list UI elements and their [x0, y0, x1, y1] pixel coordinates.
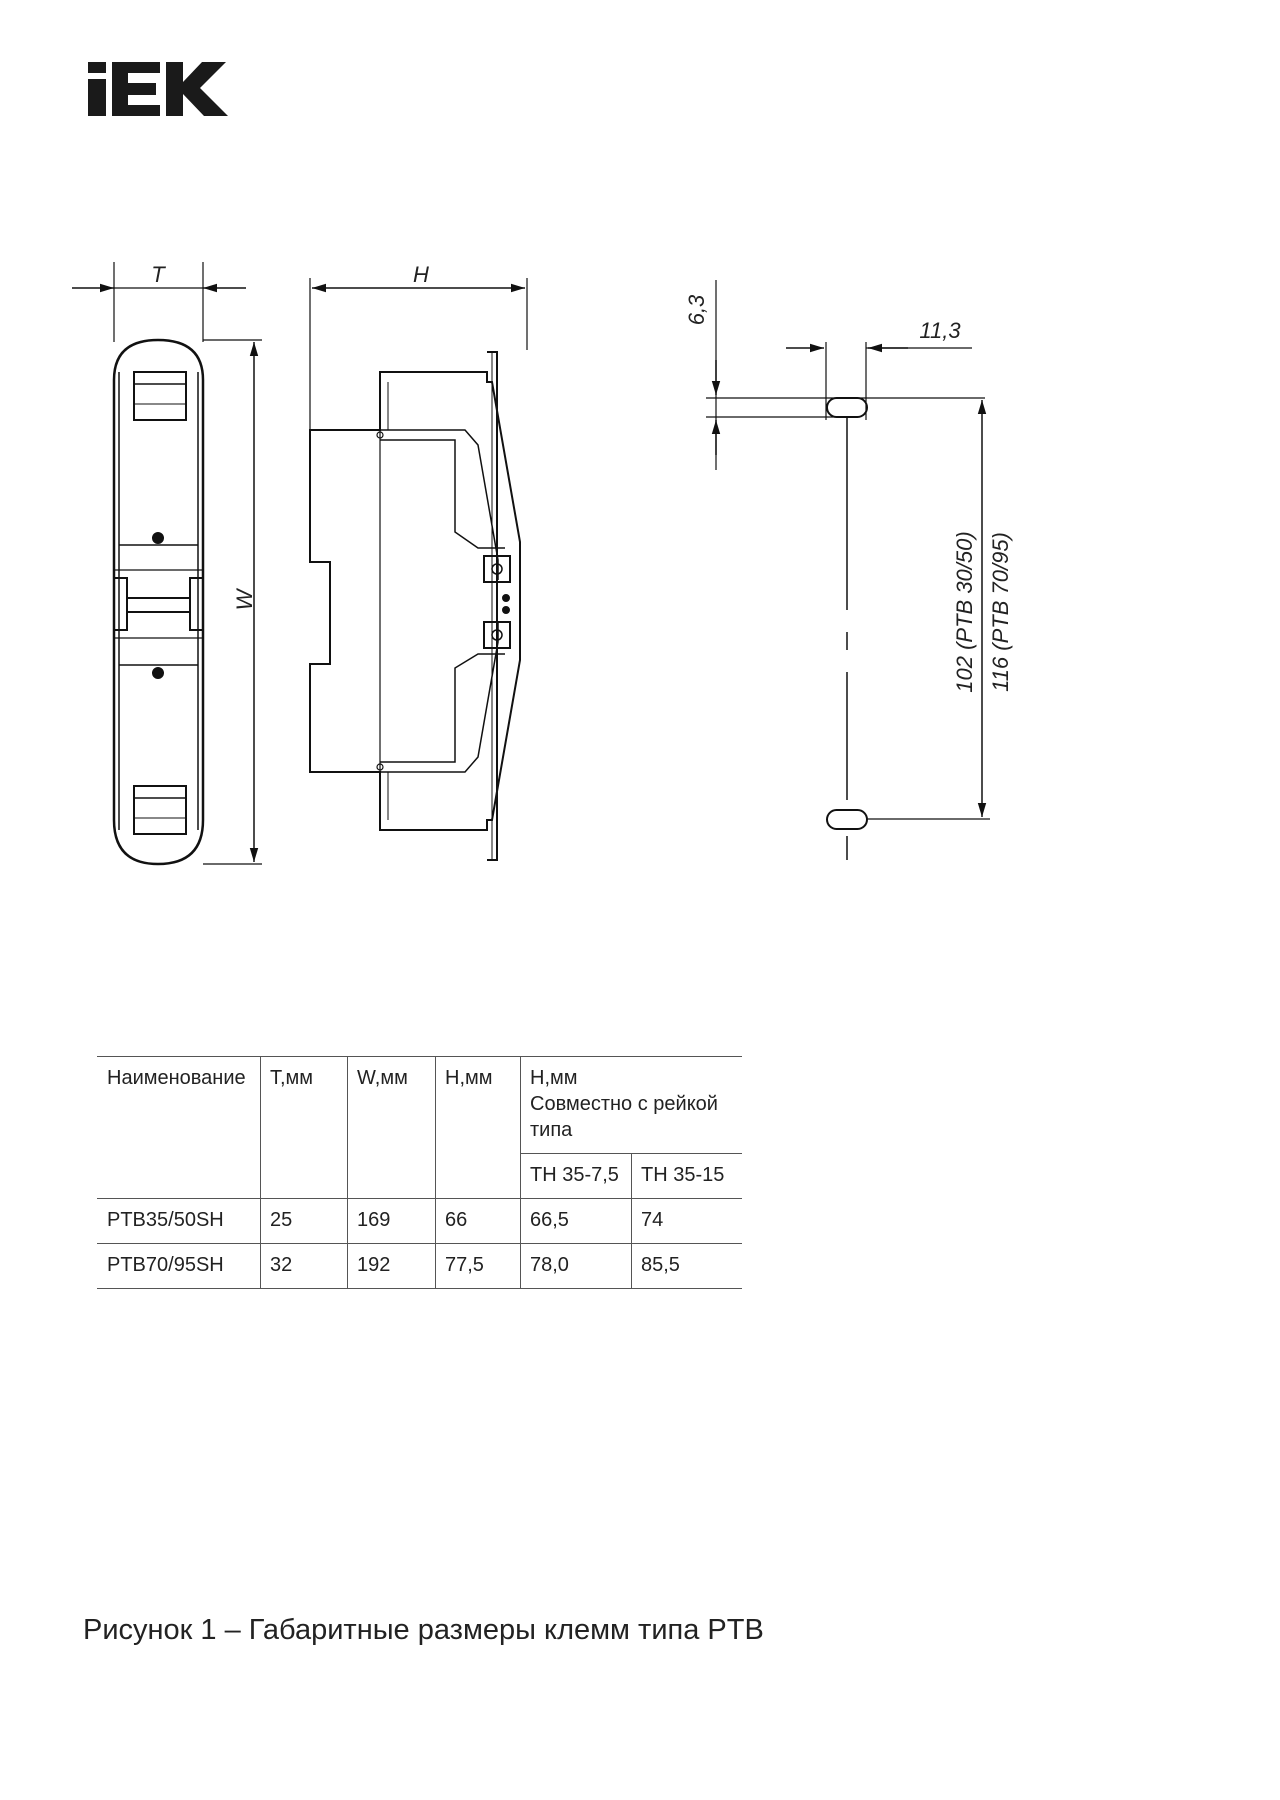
table-row [97, 1199, 742, 1244]
cell-rail-a: 66,5 [521, 1199, 632, 1244]
header-rail-b: TH 35-15 [632, 1154, 743, 1199]
header-h: H,мм [436, 1057, 521, 1199]
dim-label-hole-width: 11,3 [919, 318, 961, 343]
cell-w: 169 [348, 1199, 436, 1244]
dim-label-spacing-1: 102 (PTB 30/50) [952, 531, 977, 693]
dim-label-spacing-2: 116 (PTB 70/95) [988, 532, 1013, 692]
dim-label-h: H [413, 262, 429, 287]
header-w: W,мм [348, 1057, 436, 1199]
header-t: T,мм [261, 1057, 348, 1199]
header-h-rail [521, 1057, 743, 1154]
dim-label-w: W [232, 589, 257, 611]
cell-name: PTB35/50SH [97, 1199, 261, 1244]
mounting-view [706, 280, 990, 860]
cell-w: 192 [348, 1244, 436, 1289]
cell-rail-a: 78,0 [521, 1244, 632, 1289]
figure-caption: Рисунок 1 – Габаритные размеры клемм типа PTB [83, 1614, 764, 1646]
dim-label-t: T [151, 262, 165, 287]
header-h-rail-line1: H,мм [530, 1067, 578, 1089]
side-view [310, 278, 527, 860]
front-view [72, 262, 262, 864]
cell-h: 77,5 [436, 1244, 521, 1289]
header-h-rail-line3: типа [530, 1119, 573, 1141]
cell-name: PTB70/95SH [97, 1244, 261, 1289]
cell-rail-b: 85,5 [632, 1244, 743, 1289]
dimensions-table [97, 1056, 742, 1289]
header-rail-a: TH 35-7,5 [521, 1154, 632, 1199]
cell-t: 32 [261, 1244, 348, 1289]
header-h-rail-line2: Совместно с рейкой [530, 1093, 718, 1115]
header-name: Наименование [97, 1057, 261, 1199]
cell-t: 25 [261, 1199, 348, 1244]
dim-label-hole-height: 6,3 [684, 294, 709, 326]
cell-h: 66 [436, 1199, 521, 1244]
cell-rail-b: 74 [632, 1199, 743, 1244]
table-row [97, 1244, 742, 1289]
